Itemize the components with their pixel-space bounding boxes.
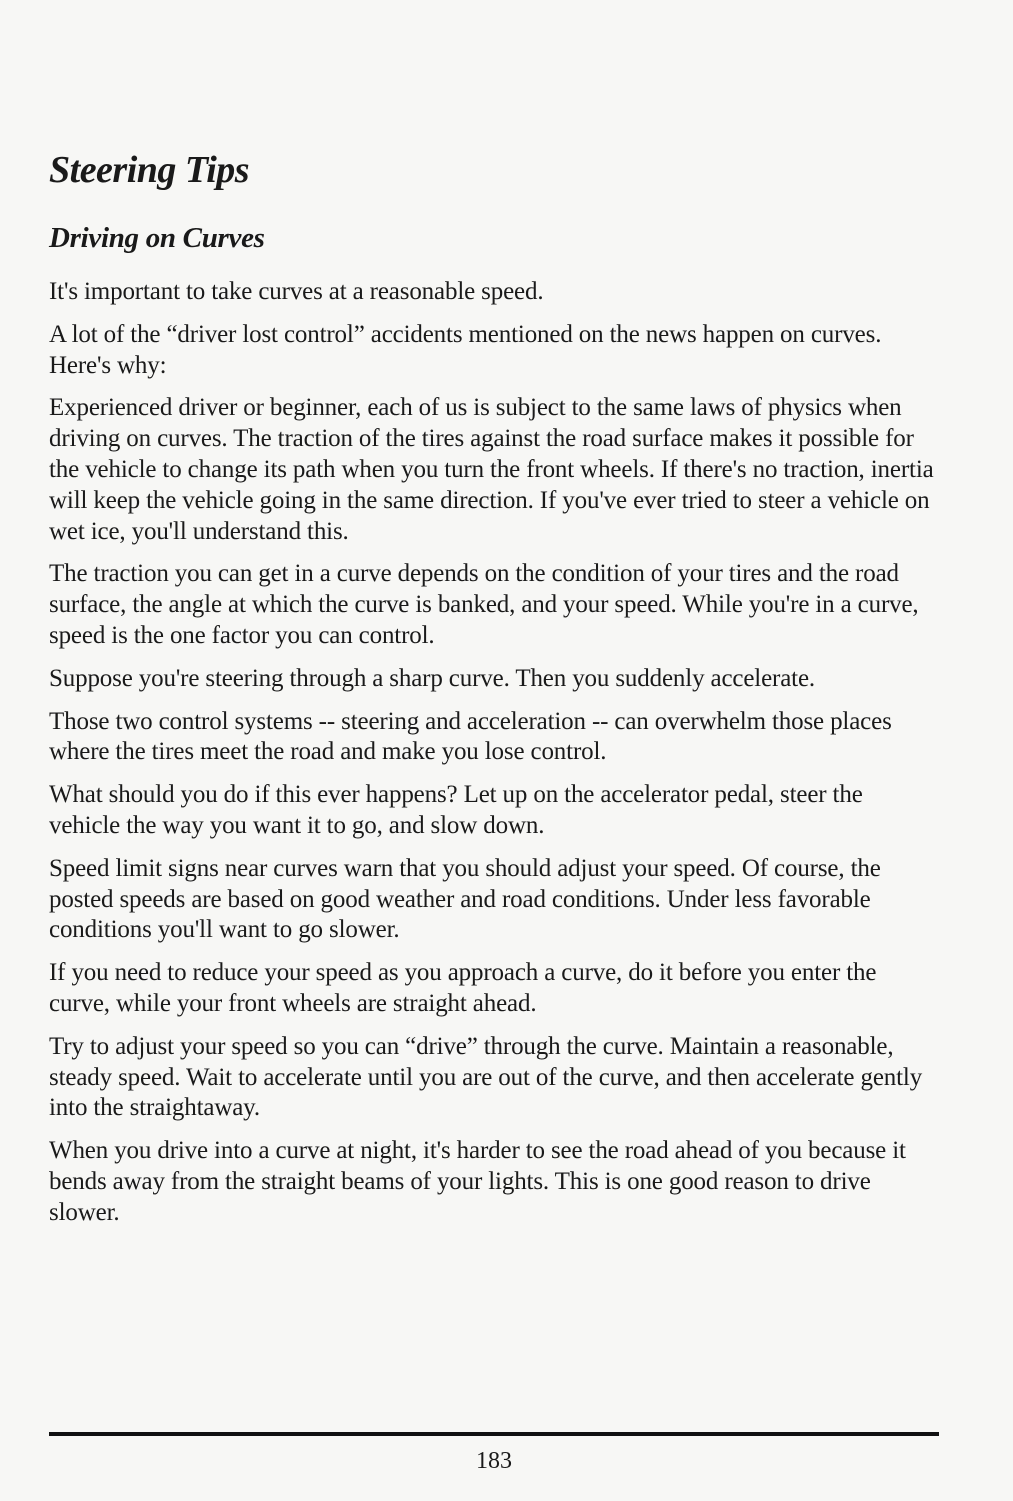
paragraph: When you drive into a curve at night, it's harder to see the road ahead of you because it bends away from the straight beams of your lights. This is one good reason to drive slower.	[49, 1137, 906, 1226]
paragraph: Experienced driver or beginner, each of us is subject to the same laws of physics when driving on curves. The traction of the tires against the road surface makes it possible for the vehicle to change its path when you turn the front wheels. If there's no traction, inertia will keep the vehicle going in the same direction. If you've ever tried to steer a vehicle on wet ice, you'll understand this.	[49, 394, 934, 545]
paragraph: It's important to take curves at a reasonable speed.	[49, 278, 544, 305]
footer-rule	[49, 1432, 939, 1436]
subsection-title: Driving on Curves	[49, 222, 265, 254]
body-text	[49, 277, 939, 1241]
manual-page	[49, 0, 949, 1501]
paragraph: Try to adjust your speed so you can “drive” through the curve. Maintain a reasonable, steady speed. Wait to accelerate until you are out of the curve, and then accelerate gently into the straightaway.	[49, 1032, 923, 1122]
paragraph: If you need to reduce your speed as you approach a curve, do it before you enter the curve, while your front wheels are straight ahead.	[49, 959, 877, 1017]
paragraph: What should you do if this ever happens? Let up on the accelerator pedal, steer the vehicle the way you want it to go, and slow down.	[49, 781, 863, 839]
page-number: 183	[476, 1448, 512, 1474]
section-title: Steering Tips	[49, 149, 250, 191]
paragraph: Speed limit signs near curves warn that you should adjust your speed. Of course, the posted speeds are based on good weather and road conditions. Under less favorable conditions you'll want to go slower.	[49, 854, 881, 944]
paragraph: A lot of the “driver lost control” accidents mentioned on the news happen on curves. Here's why:	[49, 320, 882, 379]
paragraph: Suppose you're steering through a sharp curve. Then you suddenly accelerate.	[49, 664, 816, 692]
paragraph: The traction you can get in a curve depends on the condition of your tires and the road surface, the angle at which the curve is banked, and your speed. While you're in a curve, speed is the one factor you can control.	[49, 560, 919, 649]
paragraph: Those two control systems -- steering and acceleration -- can overwhelm those places where the tires meet the road and make you lose control.	[49, 707, 892, 766]
